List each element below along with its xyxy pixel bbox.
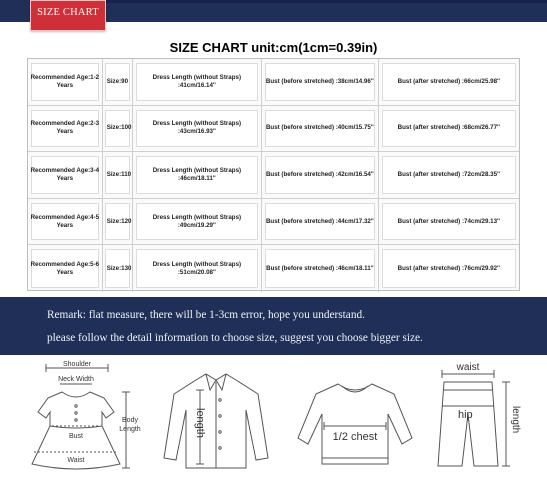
waist-label: Waist [67, 457, 85, 464]
bust-label: Bust [68, 433, 84, 440]
body-length-label: Body [122, 417, 138, 424]
remark-line-1: Remark: flat measure, there will be 1-3cm error, hope you understand. [47, 309, 365, 321]
pants-outline [438, 382, 498, 466]
bust-after-cell: Bust (after stretched) :66cm/25.98'' [379, 59, 519, 106]
sweater-outline [298, 384, 412, 464]
pants-illustration [420, 360, 540, 478]
table-row [28, 199, 519, 246]
size-table [27, 58, 520, 291]
remark-line-2: please follow the detail information to choose size, suggest you choose bigger size. [47, 332, 423, 344]
table-row [28, 152, 519, 199]
sweater-diagram [290, 360, 425, 478]
age-cell: Recommended Age:4-5 Years [28, 199, 103, 246]
shirt-diagram [150, 360, 275, 478]
age-cell: Recommended Age:1-2 Years [28, 59, 103, 106]
bust-before-cell: Bust (before stretched) :44cm/17.32'' [262, 199, 379, 246]
bust-before-cell: Bust (before stretched) :46cm/18.11'' [262, 245, 379, 292]
length-cell: Dress Length (without Straps) :46cm/18.11'' [133, 152, 262, 199]
remark-band [0, 297, 547, 355]
size-cell: Size:100 [103, 106, 133, 153]
length-cell: Dress Length (without Straps) :51cm/20.08'' [133, 245, 262, 292]
banner-accent [100, 0, 547, 3]
length-cell: Dress Length (without Straps) :43cm/16.93'' [133, 106, 262, 153]
size-chart-ribbon [30, 0, 106, 31]
age-cell: Recommended Age:2-3 Years [28, 106, 103, 153]
hip-label: hip [458, 409, 473, 421]
bust-before-cell: Bust (before stretched) :40cm/15.75'' [262, 106, 379, 153]
length-cell: Dress Length (without Straps) :41cm/16.14'' [133, 59, 262, 106]
size-cell: Size:110 [103, 152, 133, 199]
table-row [28, 106, 519, 153]
dress-diagram [12, 360, 142, 478]
age-cell: Recommended Age:5-6 Years [28, 245, 103, 292]
dress-illustration [12, 360, 142, 478]
table-row [28, 245, 519, 292]
shirt-illustration [150, 360, 275, 478]
bust-after-cell: Bust (after stretched) :72cm/28.35'' [379, 152, 519, 199]
chart-title: SIZE CHART unit:cm(1cm=0.39in) [169, 40, 378, 55]
bust-after-cell: Bust (after stretched) :76cm/29.92'' [379, 245, 519, 292]
shoulder-label: Shoulder [62, 361, 92, 368]
chest-label: 1/2 chest [332, 431, 378, 443]
length-cell: Dress Length (without Straps) :49cm/19.29'' [133, 199, 262, 246]
pants-length-label: length [510, 406, 521, 434]
bust-before-cell: Bust (before stretched) :42cm/16.54'' [262, 152, 379, 199]
body-length-label-2: Length [119, 426, 141, 433]
size-cell: Size:130 [103, 245, 133, 292]
table-row [28, 59, 519, 106]
ribbon-label: SIZE CHART [37, 7, 99, 18]
size-cell: Size:120 [103, 199, 133, 246]
shirt-length-label: length [194, 408, 206, 438]
waist-label: waist [456, 362, 480, 373]
bust-after-cell: Bust (after stretched) :68cm/26.77'' [379, 106, 519, 153]
pants-diagram [420, 360, 540, 478]
sweater-illustration [290, 360, 425, 478]
size-cell: Size:90 [103, 59, 133, 106]
age-cell: Recommended Age:3-4 Years [28, 152, 103, 199]
bust-after-cell: Bust (after stretched) :74cm/29.13'' [379, 199, 519, 246]
bust-before-cell: Bust (before stretched) :38cm/14.96'' [262, 59, 379, 106]
neck-width-label: Neck Width [58, 376, 94, 383]
